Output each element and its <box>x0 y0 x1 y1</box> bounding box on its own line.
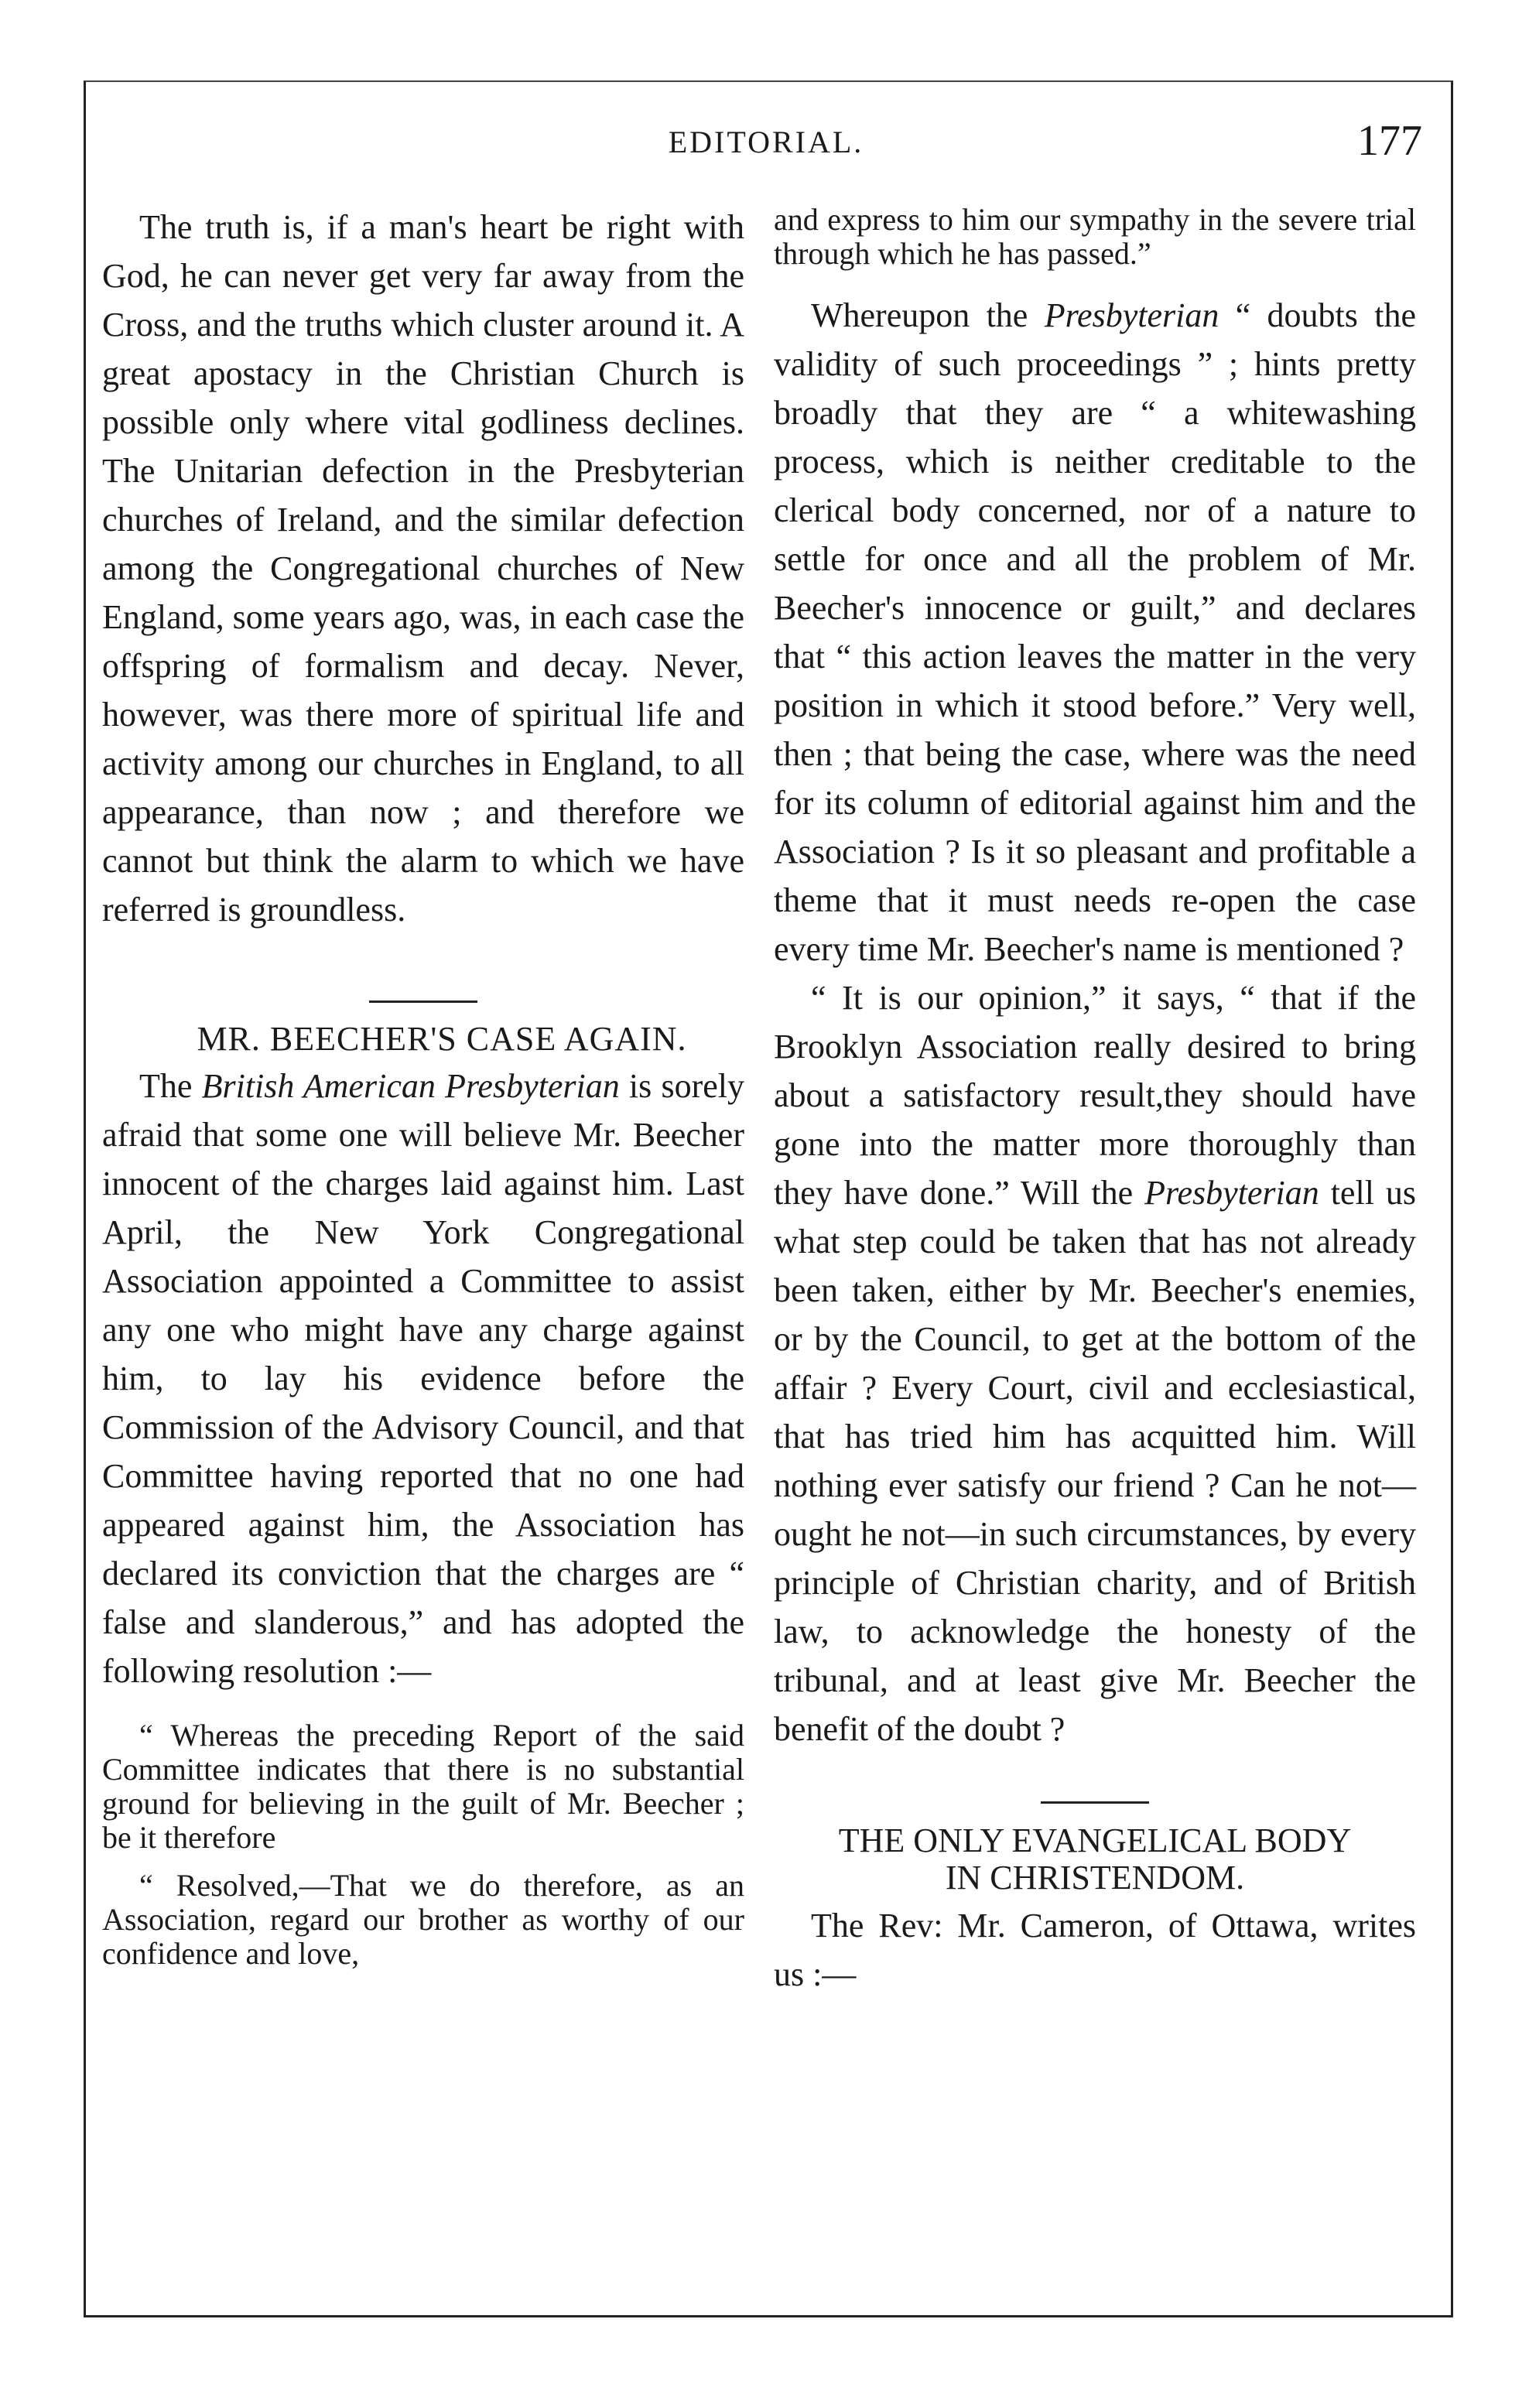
paragraph-whereupon <box>774 291 1416 973</box>
quote-whereas: “ Whereas the preceding Report of the said Committee indicates that there is no substantial ground for believing in the guilt of Mr. Beecher ; be it therefore <box>102 1718 744 1855</box>
page-header <box>101 117 1432 170</box>
paragraph-beecher-intro <box>102 1062 744 1695</box>
publication-name: Presbyterian <box>1144 1174 1319 1212</box>
publication-name: British American Presbyterian <box>201 1067 620 1105</box>
quote-resolved: “ Resolved,—That we do therefore, as an Association, regard our brother as worthy of our confidence and love, <box>102 1868 744 1971</box>
paragraph-beecher-intro-start: The <box>139 1067 202 1105</box>
publication-name: Presbyterian <box>1044 296 1219 334</box>
section-title-beecher: MR. BEECHER'S CASE AGAIN. <box>197 1020 687 1058</box>
paragraph-whereupon-rest: “ doubts the validity of such proceedings ” ; hints pretty broadly that they are “ a whitewashing process, which is neither creditable to the clerical body concerned, nor of a nature to settle for once and all the problem of Mr. Beecher's innocence or guilt,” and declares that “ this action leaves the matter in the very position in which it stood before.” Very well, then ; that being the case, where was the need for its column of editorial against him and the Association ? Is it so pleasant and profitable a theme that it must needs re-open the case every time Mr. Beecher's name is mentioned ? <box>774 296 1416 968</box>
right-column <box>774 203 1416 1999</box>
paragraph-apostacy: The truth is, if a man's heart be right with God, he can never get very far away from the Cross, and the truths which cluster around it. A great apostacy in the Christian Church is possible only where vital godliness declines. The Unitarian defection in the Presbyterian churches of Ireland, and the similar defection among the Congregational churches of New England, some years ago, was, in each case the offspring of formalism and decay. Never, however, was there more of spiritual life and activity among our churches in England, to all appearance, than now ; and therefore we cannot but think the alarm to which we have referred is groundless. <box>102 208 744 929</box>
paragraph-opinion <box>774 973 1416 1753</box>
running-head: EDITORIAL. <box>668 125 864 159</box>
left-column <box>102 203 744 1971</box>
page-number: 177 <box>1357 117 1422 165</box>
paragraph-opinion-rest: tell us what step could be taken that has not already been taken, either by Mr. Beecher's enemies, or by the Council, to get at the bottom of the affair ? Every Court, civil and ecclesiastical, that has tried him has acquitted him. Will nothing ever satisfy our friend ? Can he not—ought he not—in such circumstances, by every principle of Christian charity, and of British law, to acknowledge the honesty of the tribunal, and at least give Mr. Beecher the benefit of the doubt ? <box>774 1174 1417 1748</box>
section-title-line-1: THE ONLY EVANGELICAL BODY <box>838 1821 1352 1859</box>
section-title-line-2: IN CHRISTENDOM. <box>945 1859 1245 1897</box>
quote-continuation: and express to him our sympathy in the severe trial through which he has passed.” <box>774 202 1416 271</box>
paragraph-opinion-start: “ It is our opinion,” it says, “ that if the Brooklyn Association really desired to bring about a satisfactory result,they should have gone into the matter more thoroughly than they have done.” Will the <box>774 979 1416 1212</box>
section-title-evangelical <box>774 1822 1416 1897</box>
paragraph-whereupon-start: Whereupon the <box>811 296 1045 334</box>
paragraph-beecher-intro-rest: is sorely afraid that some one will believe Mr. Beecher innocent of the charges laid against him. Last April, the New York Congregational Association appointed a Committee to assist any one who might have any charge against him, to lay his evidence before the Commission of the Advisory Council, and that Committee having reported that no one had appeared against him, the Association has declared its conviction that the charges are “ false and slanderous,” and has adopted the following resolution :— <box>102 1067 744 1690</box>
paragraph-cameron: The Rev: Mr. Cameron, of Ottawa, writes us :— <box>774 1907 1416 1993</box>
